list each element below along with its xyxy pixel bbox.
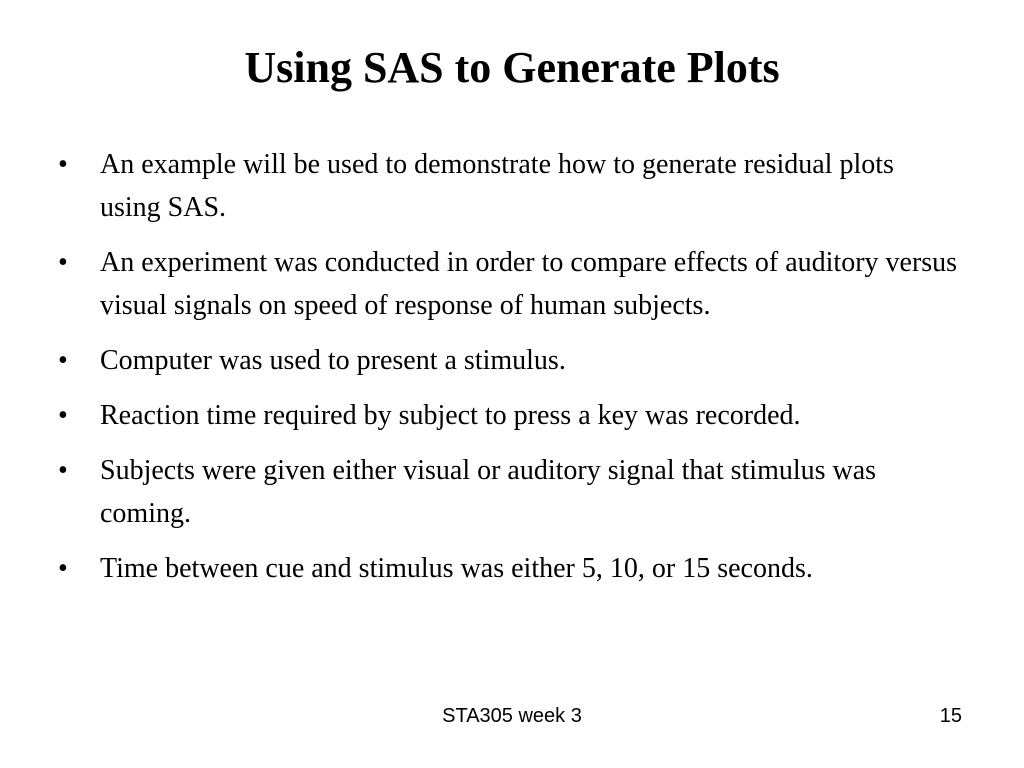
bullet-text: An experiment was conducted in order to compare effects of auditory versus visual signals on speed of response of human subjects. [100,247,958,321]
bullet-icon: • [58,553,68,584]
bullet-text: Subjects were given either visual or auditory signal that stimulus was coming. [100,455,877,529]
bullet-text: An example will be used to demonstrate how to generate residual plots using SAS. [100,149,894,223]
bullet-item [58,339,958,382]
bullet-item [58,394,958,437]
bullet-icon: • [58,455,68,486]
bullet-icon: • [58,400,68,431]
footer-page-number: 15 [939,705,962,727]
bullet-text: Computer was used to present a stimulus. [100,345,566,376]
footer-course-label: STA305 week 3 [442,705,582,727]
bullet-item [58,143,958,229]
bullet-item [58,547,958,590]
bullet-text: Reaction time required by subject to press a key was recorded. [100,400,801,431]
bullet-list [58,143,958,602]
bullet-text: Time between cue and stimulus was either 5, 10, or 15 seconds. [100,553,813,584]
bullet-item [58,449,958,535]
bullet-icon: • [58,345,68,376]
bullet-item [58,241,958,327]
slide-title: Using SAS to Generate Plots [244,43,780,92]
bullet-icon: • [58,149,68,180]
bullet-icon: • [58,247,68,278]
